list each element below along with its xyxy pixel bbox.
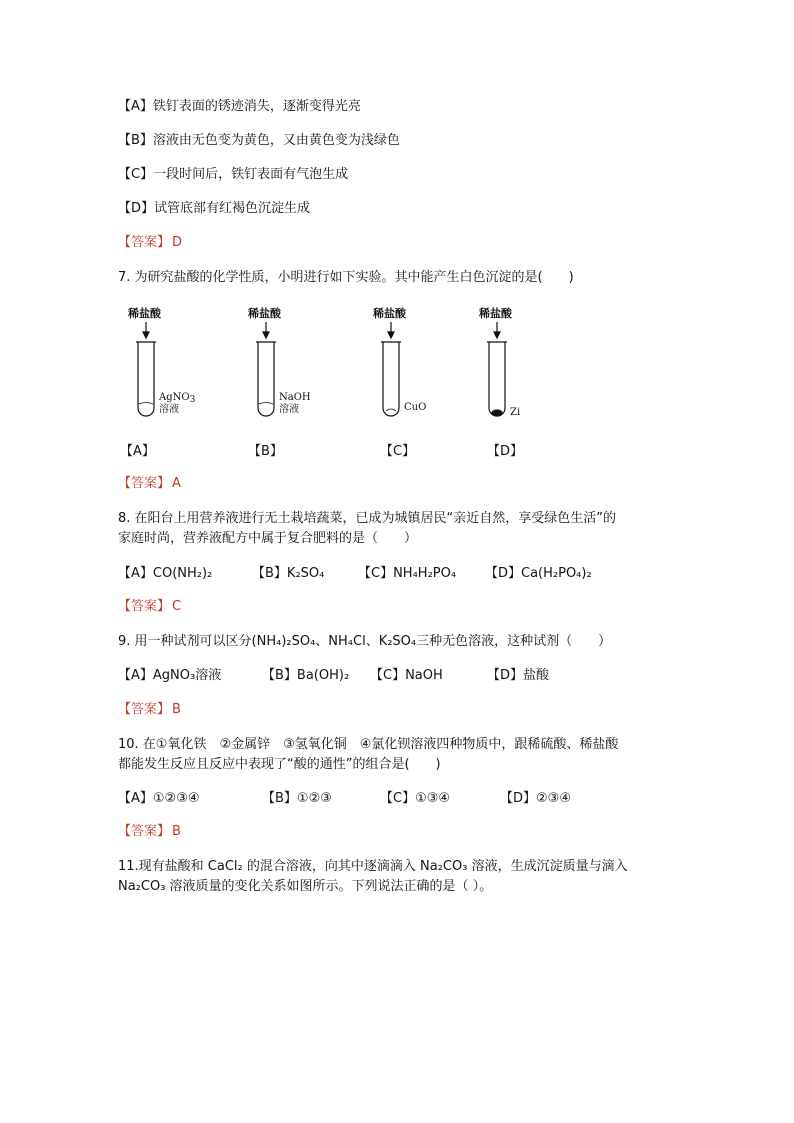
q6-option-b: 【B】溶液由无色变为黄色，又由黄色变为浅绿色 (118, 133, 400, 148)
q8-stem-line2: 家庭时尚，营养液配方中属于复合肥料的是（ ） (118, 531, 418, 546)
answer-value: D (172, 235, 183, 250)
q11-stem-line2: Na₂CO₃ 溶液质量的变化关系如图所示。下列说法正确的是（ ）。 (118, 879, 493, 894)
q8-answer (118, 598, 181, 616)
q10-stem-line2: 都能发生反应且反应中表现了“酸的通性”的组合是( ) (118, 757, 441, 772)
q8-option-c: 【C】NH₄H₂PO₄ (358, 566, 457, 581)
q6-option-c: 【C】一段时间后，铁钉表面有气泡生成 (118, 167, 349, 182)
test-tube-b (258, 342, 274, 416)
q11-stem-line1: 11.现有盐酸和 CaCl₂ 的混合溶液，向其中逐滴滴入 Na₂CO₃ 溶液，生成沉淀质量与滴入 (118, 859, 628, 874)
q9-stem: 9. 用一种试剂可以区分(NH₄)₂SO₄、NH₄Cl、K₂SO₄三种无色溶液，这种试剂（ ） (118, 634, 612, 649)
test-tube-a (138, 342, 154, 416)
tube-b-caption: 【B】 (248, 444, 283, 459)
q9-option-c: 【C】NaOH (370, 668, 443, 683)
answer-label: 【答案】 (118, 599, 171, 614)
q6-option-d: 【D】试管底部有红褐色沉淀生成 (118, 201, 311, 216)
q8-option-b: 【B】K₂SO₄ (252, 566, 325, 581)
tube-b-top-label: 稀盐酸 (248, 307, 281, 320)
q10-stem-line1: 10. 在①氧化铁 ②金属锌 ③氢氧化铜 ④氯化钡溶液四种物质中，跟稀硫酸、稀盐酸 (118, 737, 619, 752)
answer-label: 【答案】 (118, 702, 171, 717)
q9-option-a: 【A】AgNO₃溶液 (118, 668, 222, 683)
answer-label: 【答案】 (118, 476, 171, 491)
tube-a-caption: 【A】 (120, 444, 155, 459)
q9-answer (118, 701, 181, 719)
tube-c-reagent: CuO (404, 402, 427, 413)
tube-d-caption: 【D】 (487, 444, 524, 459)
test-tube-d (489, 342, 505, 416)
tube-d-reagent: Zi (510, 407, 521, 418)
q10-option-b: 【B】①②③ (262, 791, 332, 806)
q8-option-d: 【D】Ca(H₂PO₄)₂ (485, 566, 592, 581)
answer-value: B (172, 702, 181, 717)
q10-option-a: 【A】①②③④ (118, 791, 200, 806)
arrow-head-a (143, 332, 149, 338)
answer-value: C (172, 599, 182, 614)
tube-c-top-label: 稀盐酸 (373, 307, 406, 320)
solid-d (492, 410, 502, 416)
q9-option-b: 【B】Ba(OH)₂ (262, 668, 350, 683)
test-tube-c (383, 342, 399, 416)
tube-d-top-label: 稀盐酸 (479, 307, 512, 320)
q9-option-d: 【D】盐酸 (487, 668, 550, 683)
answer-label: 【答案】 (118, 824, 171, 839)
tube-a-top-label: 稀盐酸 (128, 307, 161, 320)
arrow-head-b (263, 332, 269, 338)
q10-option-c: 【C】①③④ (380, 791, 451, 806)
q8-option-a: 【A】CO(NH₂)₂ (118, 566, 213, 581)
q6-option-a: 【A】铁钉表面的锈迹消失，逐渐变得光亮 (118, 99, 361, 114)
tube-c-caption: 【C】 (380, 444, 416, 459)
solid-c (386, 409, 396, 411)
q10-answer (118, 823, 181, 841)
tube-b-reagent: NaOH 溶液 (279, 392, 311, 415)
arrow-head-d (494, 332, 500, 338)
q10-option-d: 【D】②③④ (500, 791, 571, 806)
q8-stem-line1: 8. 在阳台上用营养液进行无土栽培蔬菜，已成为城镇居民“亲近自然，享受绿色生活”的 (118, 511, 617, 526)
liquid-a (139, 403, 153, 405)
arrow-head-c (388, 332, 394, 338)
answer-value: B (172, 824, 181, 839)
answer-value: A (172, 476, 181, 491)
answer-label: 【答案】 (118, 235, 171, 250)
q7-stem: 7. 为研究盐酸的化学性质，小明进行如下实验。其中能产生白色沉淀的是( ) (118, 270, 574, 285)
liquid-b (259, 403, 273, 405)
q7-answer (118, 475, 181, 493)
tube-a-reagent: AgNO$_3$ 溶液 (159, 392, 196, 415)
